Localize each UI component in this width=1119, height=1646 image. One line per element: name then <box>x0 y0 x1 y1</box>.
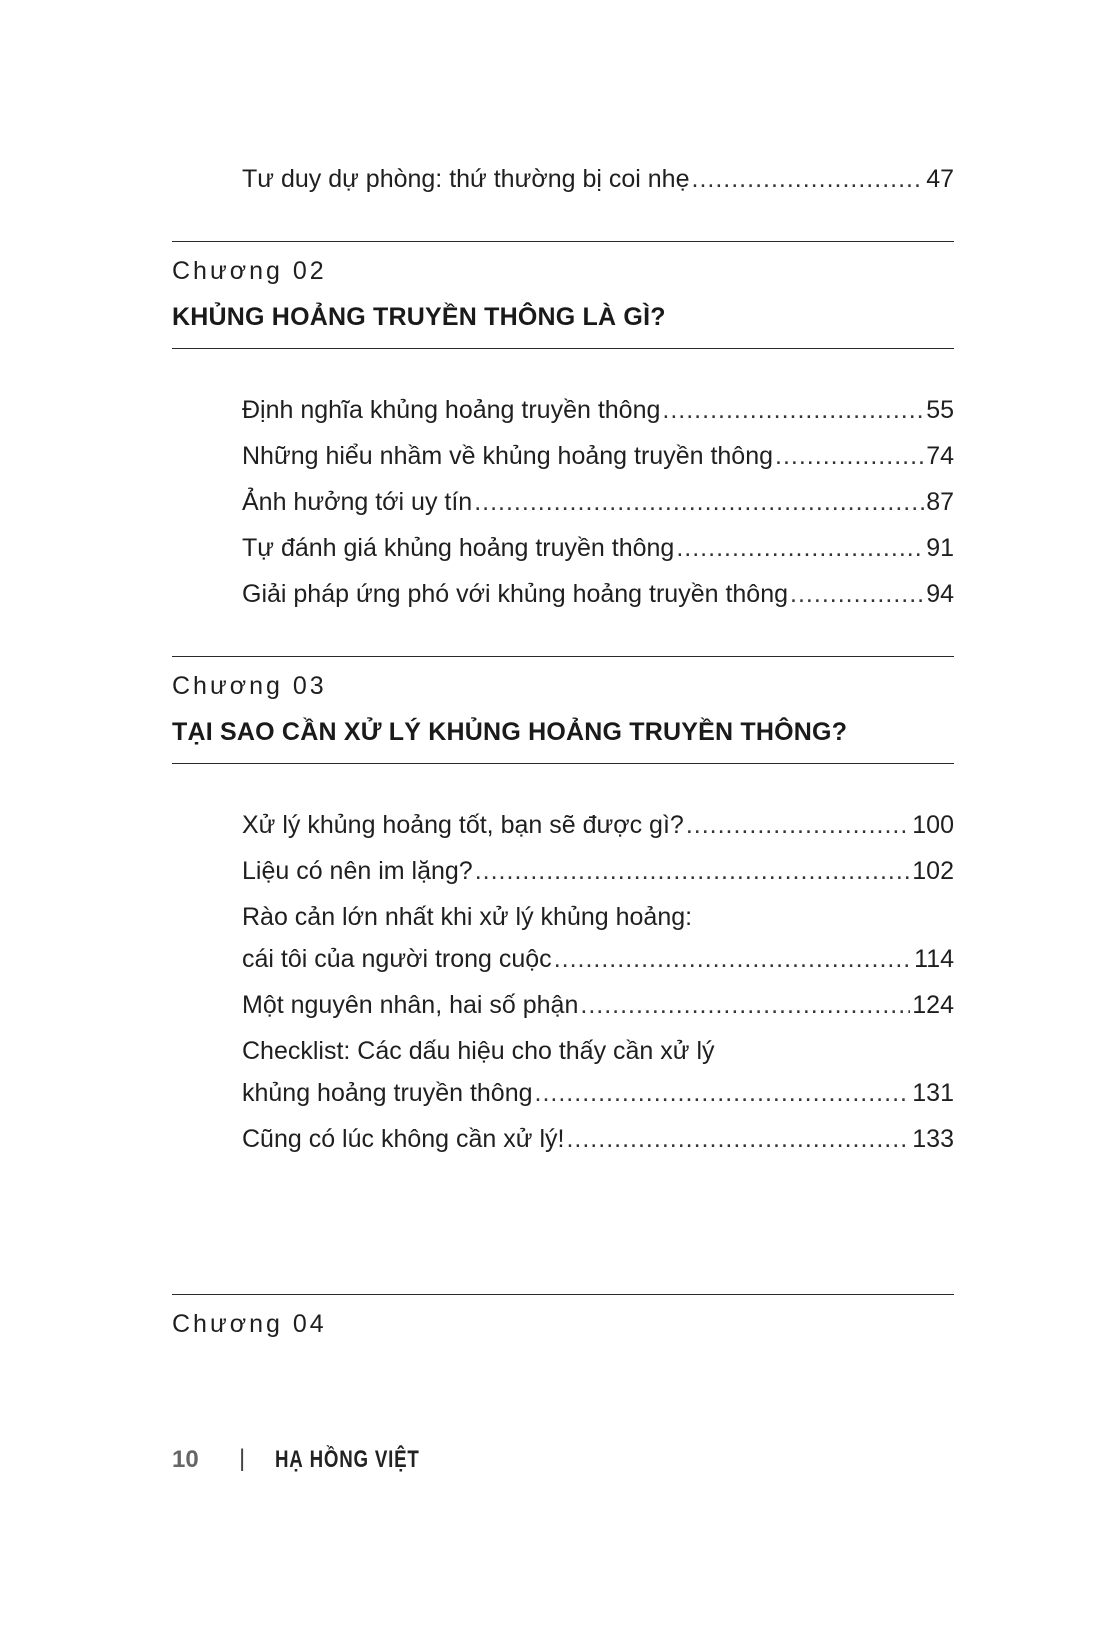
toc-entry-page: 124 <box>912 991 954 1019</box>
toc-entry[interactable] <box>242 164 954 194</box>
toc-entry-title-line1[interactable]: Rào cản lớn nhất khi xử lý khủng hoảng: <box>242 903 693 931</box>
toc-leader-dots <box>474 487 924 517</box>
chapter-divider-top <box>172 241 954 242</box>
toc-leader-dots <box>566 1124 910 1154</box>
toc-entry-title: Giải pháp ứng phó với khủng hoảng truyền thông <box>242 580 789 608</box>
toc-entry-title-line1[interactable]: Checklist: Các dấu hiệu cho thấy cần xử lý <box>242 1037 715 1065</box>
chapter-divider-bottom <box>172 763 954 764</box>
chapter-divider-bottom <box>172 348 954 349</box>
toc-entry-page: 102 <box>912 857 954 885</box>
toc-entry[interactable] <box>242 395 954 425</box>
toc-entry-page: 47 <box>926 165 954 193</box>
toc-entry-title: khủng hoảng truyền thông <box>242 1079 533 1107</box>
toc-leader-dots <box>790 579 924 609</box>
author-name: HẠ HỒNG VIỆT <box>275 1446 420 1473</box>
toc-entry[interactable] <box>242 487 954 517</box>
footer-separator: | <box>239 1445 246 1472</box>
toc-entry-page: 91 <box>926 534 954 562</box>
toc-leader-dots <box>554 944 912 974</box>
toc-entry-page: 87 <box>926 488 954 516</box>
toc-entry-title: Tư duy dự phòng: thứ thường bị coi nhẹ <box>242 165 690 193</box>
toc-entry[interactable] <box>242 944 954 974</box>
toc-entry-page: 94 <box>926 580 954 608</box>
toc-entry[interactable] <box>242 533 954 563</box>
toc-entry[interactable] <box>242 810 954 840</box>
chapter-02-label: Chương 02 <box>172 257 327 285</box>
toc-leader-dots <box>535 1078 911 1108</box>
chapter-02-title: KHỦNG HOẢNG TRUYỀN THÔNG LÀ GÌ? <box>172 303 666 331</box>
toc-entry-title: Cũng có lúc không cần xử lý! <box>242 1125 565 1153</box>
toc-entry-title: cái tôi của người trong cuộc <box>242 945 552 973</box>
toc-leader-dots <box>475 856 911 886</box>
toc-entry-title: Liệu có nên im lặng? <box>242 857 473 885</box>
toc-leader-dots <box>775 441 924 471</box>
toc-leader-dots <box>662 395 924 425</box>
toc-leader-dots <box>676 533 924 563</box>
toc-entry-page: 133 <box>912 1125 954 1153</box>
chapter-divider-top <box>172 656 954 657</box>
toc-entry-title: Ảnh hưởng tới uy tín <box>242 488 473 516</box>
toc-leader-dots <box>692 164 925 194</box>
toc-entry-page: 74 <box>926 442 954 470</box>
toc-entry[interactable] <box>242 1078 954 1108</box>
toc-entry-title: Những hiểu nhầm về khủng hoảng truyền thông <box>242 442 774 470</box>
toc-leader-dots <box>686 810 910 840</box>
toc-entry[interactable] <box>242 441 954 471</box>
chapter-divider-top <box>172 1294 954 1295</box>
toc-entry[interactable] <box>242 856 954 886</box>
toc-leader-dots <box>580 990 910 1020</box>
toc-entry[interactable] <box>242 990 954 1020</box>
toc-entry-page: 100 <box>912 811 954 839</box>
chapter-03-title: TẠI SAO CẦN XỬ LÝ KHỦNG HOẢNG TRUYỀN THÔNG? <box>172 718 848 746</box>
toc-entry-title: Xử lý khủng hoảng tốt, bạn sẽ được gì? <box>242 811 684 839</box>
toc-entry-title: Một nguyên nhân, hai số phận <box>242 991 579 1019</box>
toc-entry-page: 131 <box>912 1079 954 1107</box>
toc-entry-title: Tự đánh giá khủng hoảng truyền thông <box>242 534 675 562</box>
page-number: 10 <box>172 1446 199 1473</box>
toc-entry-title: Định nghĩa khủng hoảng truyền thông <box>242 396 661 424</box>
chapter-03-label: Chương 03 <box>172 672 327 700</box>
chapter-04-label: Chương 04 <box>172 1310 327 1338</box>
toc-entry-page: 55 <box>926 396 954 424</box>
toc-entry[interactable] <box>242 1124 954 1154</box>
toc-entry[interactable] <box>242 579 954 609</box>
toc-entry-page: 114 <box>914 945 954 973</box>
